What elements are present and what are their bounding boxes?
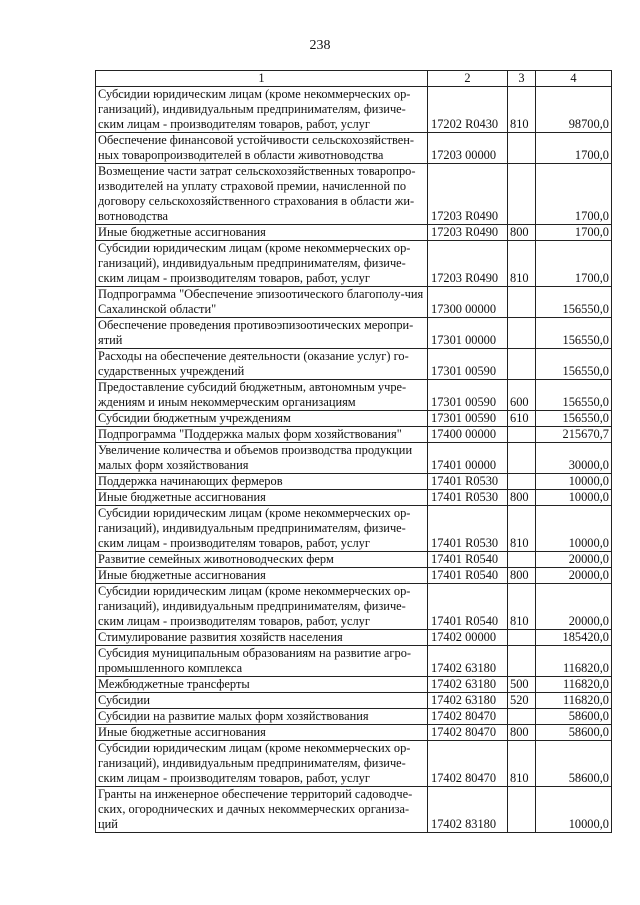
- row-sum-cell: 30000,0: [536, 443, 612, 474]
- row-sum-cell: 156550,0: [536, 411, 612, 427]
- row-code-cell: 17402 63180: [428, 646, 508, 677]
- row-name-cell: Поддержка начинающих фермеров: [96, 474, 428, 490]
- row-type-cell: 800: [508, 225, 536, 241]
- row-type-cell: 610: [508, 411, 536, 427]
- row-name-cell: Субсидии на развитие малых форм хозяйствования: [96, 709, 428, 725]
- table-row: [96, 133, 612, 164]
- table-row: [96, 709, 612, 725]
- row-name-cell: Расходы на обеспечение деятельности (оказание услуг) го-сударственных учреждений: [96, 349, 428, 380]
- row-type-cell: 800: [508, 568, 536, 584]
- row-name-cell: Подпрограмма "Обеспечение эпизоотического благополу-чия Сахалинской области": [96, 287, 428, 318]
- row-code-cell: 17402 63180: [428, 677, 508, 693]
- row-sum-cell: 156550,0: [536, 287, 612, 318]
- table-row: [96, 443, 612, 474]
- row-name-cell: Субсидии: [96, 693, 428, 709]
- row-name-cell: Увеличение количества и объемов производства продукции малых форм хозяйствования: [96, 443, 428, 474]
- row-sum-cell: 116820,0: [536, 646, 612, 677]
- row-name-cell: Предоставление субсидий бюджетным, автономным учре-ждениям и иным некоммерческим организациям: [96, 380, 428, 411]
- row-type-cell: [508, 133, 536, 164]
- table-row: [96, 646, 612, 677]
- row-sum-cell: 1700,0: [536, 164, 612, 225]
- row-code-cell: 17300 00000: [428, 287, 508, 318]
- row-type-cell: 800: [508, 490, 536, 506]
- row-name-cell: Субсидии юридическим лицам (кроме некоммерческих ор-ганизаций), индивидуальным предпринимателям, физиче-ским лицам - производителям товаров, работ, услуг: [96, 584, 428, 630]
- row-code-cell: 17203 R0490: [428, 225, 508, 241]
- row-type-cell: [508, 427, 536, 443]
- table-row: [96, 584, 612, 630]
- header-col-1: 1: [96, 71, 428, 87]
- row-type-cell: [508, 646, 536, 677]
- row-sum-cell: 1700,0: [536, 225, 612, 241]
- table-row: [96, 741, 612, 787]
- table-row: [96, 677, 612, 693]
- table-header-row: [96, 71, 612, 87]
- row-type-cell: 800: [508, 725, 536, 741]
- row-code-cell: 17402 80470: [428, 709, 508, 725]
- table-row: [96, 490, 612, 506]
- row-type-cell: 600: [508, 380, 536, 411]
- table-row: [96, 380, 612, 411]
- table-row: [96, 725, 612, 741]
- row-type-cell: [508, 474, 536, 490]
- row-type-cell: 810: [508, 241, 536, 287]
- row-code-cell: 17401 R0540: [428, 552, 508, 568]
- table-row: [96, 787, 612, 833]
- row-type-cell: 500: [508, 677, 536, 693]
- table-row: [96, 568, 612, 584]
- row-code-cell: 17401 R0540: [428, 568, 508, 584]
- row-code-cell: 17401 R0530: [428, 506, 508, 552]
- row-type-cell: [508, 787, 536, 833]
- row-code-cell: 17203 R0490: [428, 164, 508, 225]
- row-sum-cell: 116820,0: [536, 677, 612, 693]
- row-name-cell: Субсидии юридическим лицам (кроме некоммерческих ор-ганизаций), индивидуальным предпринимателям, физиче-ским лицам - производителям товаров, работ, услуг: [96, 241, 428, 287]
- row-name-cell: Подпрограмма "Поддержка малых форм хозяйствования": [96, 427, 428, 443]
- row-type-cell: 810: [508, 741, 536, 787]
- page-number: 238: [309, 38, 331, 53]
- row-name-cell: Субсидии бюджетным учреждениям: [96, 411, 428, 427]
- row-sum-cell: 20000,0: [536, 568, 612, 584]
- row-sum-cell: 10000,0: [536, 506, 612, 552]
- row-type-cell: [508, 318, 536, 349]
- row-name-cell: Иные бюджетные ассигнования: [96, 725, 428, 741]
- row-sum-cell: 116820,0: [536, 693, 612, 709]
- row-sum-cell: 10000,0: [536, 490, 612, 506]
- table-row: [96, 287, 612, 318]
- row-sum-cell: 98700,0: [536, 87, 612, 133]
- row-code-cell: 17202 R0430: [428, 87, 508, 133]
- row-name-cell: Субсидии юридическим лицам (кроме некоммерческих ор-ганизаций), индивидуальным предпринимателям, физиче-ским лицам - производителям товаров, работ, услуг: [96, 506, 428, 552]
- row-sum-cell: 156550,0: [536, 380, 612, 411]
- row-name-cell: Обеспечение финансовой устойчивости сельскохозяйствен-ных товаропроизводителей в области животноводства: [96, 133, 428, 164]
- table-row: [96, 87, 612, 133]
- header-col-2: 2: [428, 71, 508, 87]
- row-name-cell: Субсидии юридическим лицам (кроме некоммерческих ор-ганизаций), индивидуальным предпринимателям, физиче-ским лицам - производителям товаров, работ, услуг: [96, 87, 428, 133]
- table-row: [96, 411, 612, 427]
- row-name-cell: Стимулирование развития хозяйств населения: [96, 630, 428, 646]
- row-name-cell: Межбюджетные трансферты: [96, 677, 428, 693]
- row-name-cell: Иные бюджетные ассигнования: [96, 225, 428, 241]
- row-type-cell: [508, 709, 536, 725]
- row-code-cell: 17301 00000: [428, 318, 508, 349]
- row-code-cell: 17203 R0490: [428, 241, 508, 287]
- row-type-cell: 810: [508, 87, 536, 133]
- table-row: [96, 427, 612, 443]
- row-type-cell: 810: [508, 584, 536, 630]
- row-type-cell: 810: [508, 506, 536, 552]
- row-type-cell: 520: [508, 693, 536, 709]
- table-row: [96, 241, 612, 287]
- row-type-cell: [508, 164, 536, 225]
- row-code-cell: 17401 R0530: [428, 474, 508, 490]
- row-sum-cell: 1700,0: [536, 133, 612, 164]
- row-sum-cell: 20000,0: [536, 584, 612, 630]
- row-name-cell: Иные бюджетные ассигнования: [96, 490, 428, 506]
- row-code-cell: 17203 00000: [428, 133, 508, 164]
- row-type-cell: [508, 287, 536, 318]
- row-type-cell: [508, 443, 536, 474]
- table-row: [96, 164, 612, 225]
- row-code-cell: 17401 00000: [428, 443, 508, 474]
- row-sum-cell: 10000,0: [536, 787, 612, 833]
- table-row: [96, 349, 612, 380]
- row-type-cell: [508, 630, 536, 646]
- row-name-cell: Развитие семейных животноводческих ферм: [96, 552, 428, 568]
- budget-table: [95, 70, 612, 833]
- header-col-4: 4: [536, 71, 612, 87]
- row-sum-cell: 156550,0: [536, 349, 612, 380]
- row-name-cell: Обеспечение проведения противоэпизоотических меропри-ятий: [96, 318, 428, 349]
- row-code-cell: 17301 00590: [428, 380, 508, 411]
- table-row: [96, 552, 612, 568]
- row-code-cell: 17301 00590: [428, 411, 508, 427]
- row-code-cell: 17402 83180: [428, 787, 508, 833]
- row-sum-cell: 10000,0: [536, 474, 612, 490]
- row-code-cell: 17401 R0530: [428, 490, 508, 506]
- table-row: [96, 630, 612, 646]
- row-sum-cell: 1700,0: [536, 241, 612, 287]
- table-row: [96, 318, 612, 349]
- row-name-cell: Гранты на инженерное обеспечение территорий садоводче-ских, огороднических и дачных некоммерческих организа-ций: [96, 787, 428, 833]
- row-name-cell: Субсидия муниципальным образованиям на развитие агро-промышленного комплекса: [96, 646, 428, 677]
- row-sum-cell: 185420,0: [536, 630, 612, 646]
- row-sum-cell: 156550,0: [536, 318, 612, 349]
- table-row: [96, 693, 612, 709]
- row-name-cell: Субсидии юридическим лицам (кроме некоммерческих ор-ганизаций), индивидуальным предпринимателям, физиче-ским лицам - производителям товаров, работ, услуг: [96, 741, 428, 787]
- row-sum-cell: 58600,0: [536, 741, 612, 787]
- row-code-cell: 17402 80470: [428, 741, 508, 787]
- row-sum-cell: 58600,0: [536, 709, 612, 725]
- row-code-cell: 17402 63180: [428, 693, 508, 709]
- row-code-cell: 17401 R0540: [428, 584, 508, 630]
- row-sum-cell: 20000,0: [536, 552, 612, 568]
- table-row: [96, 506, 612, 552]
- row-code-cell: 17402 00000: [428, 630, 508, 646]
- row-name-cell: Возмещение части затрат сельскохозяйственных товаропро-изводителей на уплату страховой премии, начисленной по договору сельскохозяйственного страхования в области жи-вотноводства: [96, 164, 428, 225]
- row-code-cell: 17402 80470: [428, 725, 508, 741]
- table-row: [96, 474, 612, 490]
- table-row: [96, 225, 612, 241]
- row-type-cell: [508, 349, 536, 380]
- row-name-cell: Иные бюджетные ассигнования: [96, 568, 428, 584]
- row-code-cell: 17301 00590: [428, 349, 508, 380]
- row-code-cell: 17400 00000: [428, 427, 508, 443]
- row-type-cell: [508, 552, 536, 568]
- row-sum-cell: 215670,7: [536, 427, 612, 443]
- header-col-3: 3: [508, 71, 536, 87]
- row-sum-cell: 58600,0: [536, 725, 612, 741]
